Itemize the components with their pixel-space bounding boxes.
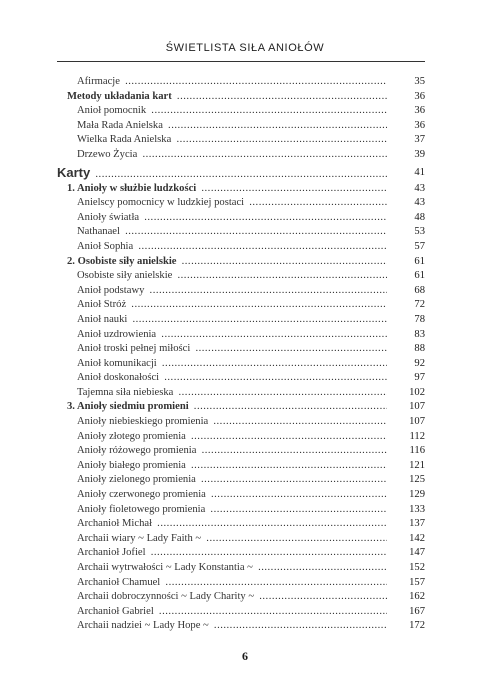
toc-leader-dots xyxy=(77,386,387,401)
toc-entry-title: Anielscy pomocnicy w ludzkiej postaci xyxy=(77,197,245,209)
toc-entry xyxy=(57,240,425,255)
toc-entry-title: Mała Rada Anielska xyxy=(77,119,163,131)
toc-entry xyxy=(57,532,425,547)
toc-leader-dots xyxy=(77,517,387,532)
toc-leader-dots xyxy=(77,430,387,445)
toc-entry-page: 78 xyxy=(414,313,425,325)
toc-leader-dots xyxy=(77,284,387,299)
running-header: ŚWIETLISTA SIŁA ANIOŁÓW xyxy=(165,42,325,54)
toc-entry-page: 102 xyxy=(409,386,425,398)
toc-entry-page: 43 xyxy=(414,197,425,209)
toc-entry-page: 39 xyxy=(414,148,425,160)
toc-entry-title: 1. Anioły w służbie ludzkości xyxy=(67,182,197,194)
toc-entry-title: Anioł Stróż xyxy=(77,299,127,311)
toc-entry-page: 35 xyxy=(414,76,425,87)
toc-entry-title: Osobiste siły anielskie xyxy=(77,270,173,282)
toc-entry-title: Archaii wiary ~ Lady Faith ~ xyxy=(77,532,202,544)
page-number: 6 xyxy=(242,649,248,663)
toc-entry xyxy=(57,371,425,386)
toc-entry-page: 152 xyxy=(409,562,425,573)
toc-entry-title: Anioł podstawy xyxy=(77,284,145,296)
toc-entry-page: 61 xyxy=(414,255,425,267)
toc-entry xyxy=(57,182,425,197)
toc-entry xyxy=(57,444,425,459)
toc-entry-page: 61 xyxy=(414,270,425,282)
toc-entry-title: Archanioł Gabriel xyxy=(77,605,154,617)
toc-leader-dots xyxy=(77,488,387,503)
toc-entry-title: Metody układania kart xyxy=(67,90,172,102)
toc-entry xyxy=(57,576,425,591)
toc-entry-title: Anioły różowego promienia xyxy=(77,445,197,457)
toc-entry-title: Tajemna siła niebieska xyxy=(77,386,174,398)
toc-leader-dots xyxy=(77,532,387,547)
toc-entry-page: 72 xyxy=(414,299,425,311)
toc-leader-dots xyxy=(77,240,387,255)
toc-entry-page: 57 xyxy=(414,240,425,252)
toc-entry xyxy=(57,328,425,343)
toc-leader-dots xyxy=(77,415,387,430)
toc-entry-title: Archaii nadziei ~ Lady Hope ~ xyxy=(77,620,209,632)
toc-leader-dots xyxy=(77,313,387,328)
toc-entry-title: Archaii dobroczynności ~ Lady Charity ~ xyxy=(77,591,255,603)
toc-entry-page: 129 xyxy=(409,489,425,501)
toc-entry-title: 3. Anioły siedmiu promieni xyxy=(67,401,189,413)
toc-entry xyxy=(57,133,425,148)
toc-entry-title: Anioł Sophia xyxy=(77,240,134,252)
toc-leader-dots xyxy=(77,75,387,90)
toc-entry xyxy=(57,148,425,163)
toc-leader-dots xyxy=(67,400,387,415)
toc-entry-page: 137 xyxy=(409,518,425,530)
toc-entry-title: Anioły niebieskiego promienia xyxy=(77,416,209,428)
toc-entry-title: Archanioł Chamuel xyxy=(77,576,161,588)
toc-leader-dots xyxy=(77,576,387,591)
toc-entry-page: 37 xyxy=(414,134,425,146)
toc-entry-page: 107 xyxy=(409,401,425,413)
toc-entry xyxy=(57,269,425,284)
toc-entry-page: 133 xyxy=(409,503,425,515)
toc-leader-dots xyxy=(77,473,387,488)
toc-entry-page: 172 xyxy=(409,620,425,632)
toc-entry xyxy=(57,255,425,270)
toc-leader-dots xyxy=(77,342,387,357)
toc-entry xyxy=(57,313,425,328)
toc-entry-page: 83 xyxy=(414,328,425,340)
toc-entry-title: Anioł komunikacji xyxy=(77,357,157,369)
toc-entry xyxy=(57,225,425,240)
toc-entry xyxy=(57,357,425,372)
toc-entry-page: 48 xyxy=(414,211,425,223)
toc-leader-dots xyxy=(77,269,387,284)
toc-entry xyxy=(57,546,425,561)
toc-entry-page: 36 xyxy=(414,105,425,117)
toc-leader-dots xyxy=(77,561,387,576)
toc-entry-page: 41 xyxy=(414,166,425,178)
toc-entry xyxy=(57,386,425,401)
toc-entry-page: 147 xyxy=(409,547,425,559)
toc-entry xyxy=(57,400,425,415)
toc-leader-dots xyxy=(77,357,387,372)
toc-leader-dots xyxy=(77,148,387,163)
toc-entry xyxy=(57,590,425,605)
toc-entry-page: 36 xyxy=(414,119,425,131)
toc-entry xyxy=(57,211,425,226)
toc-entry-page: 36 xyxy=(414,90,425,102)
toc-entry-page: 116 xyxy=(409,445,425,457)
table-of-contents xyxy=(57,75,425,634)
toc-entry-title: Anioły fioletowego promienia xyxy=(77,503,206,515)
toc-entry-title: Anioł pomocnik xyxy=(77,105,147,117)
toc-entry-page: 68 xyxy=(414,284,425,296)
toc-leader-dots xyxy=(77,211,387,226)
toc-entry-title: Anioły czerwonego promienia xyxy=(77,489,206,501)
toc-entry xyxy=(57,605,425,620)
toc-entry xyxy=(57,163,425,182)
toc-leader-dots xyxy=(57,163,387,184)
toc-leader-dots xyxy=(77,503,387,518)
toc-entry-page: 97 xyxy=(414,372,425,384)
toc-entry-title: Anioły białego promienia xyxy=(77,459,186,471)
toc-entry-page: 162 xyxy=(409,591,425,603)
toc-entry-title: Nathanael xyxy=(77,226,120,238)
toc-entry-title: Wielka Rada Anielska xyxy=(77,134,172,146)
toc-entry-page: 53 xyxy=(414,226,425,238)
toc-entry-title: Archanioł Michał xyxy=(77,518,153,530)
toc-entry xyxy=(57,488,425,503)
toc-entry-title: Anioły złotego promienia xyxy=(77,430,186,442)
toc-leader-dots xyxy=(67,255,387,270)
toc-leader-dots xyxy=(77,371,387,386)
toc-leader-dots xyxy=(77,298,387,313)
toc-entry xyxy=(57,561,425,576)
toc-entry xyxy=(57,90,425,105)
toc-leader-dots xyxy=(77,119,387,134)
toc-entry xyxy=(57,459,425,474)
toc-entry-title: Afirmacje xyxy=(77,76,120,87)
toc-entry-title: Anioł doskonałości xyxy=(77,372,160,384)
toc-entry-page: 92 xyxy=(414,357,425,369)
toc-leader-dots xyxy=(77,590,387,605)
toc-leader-dots xyxy=(77,444,387,459)
toc-entry-title: Karty xyxy=(57,164,91,180)
toc-leader-dots xyxy=(77,619,387,634)
toc-entry xyxy=(57,119,425,134)
toc-entry xyxy=(57,196,425,211)
toc-entry-title: Anioł troski pełnej miłości xyxy=(77,343,191,355)
toc-entry-title: Anioł nauki xyxy=(77,313,128,325)
toc-entry-page: 157 xyxy=(409,576,425,588)
toc-entry-title: 2. Osobiste siły anielskie xyxy=(67,255,177,267)
toc-leader-dots xyxy=(77,546,387,561)
toc-entry-page: 43 xyxy=(414,182,425,194)
toc-entry xyxy=(57,342,425,357)
toc-entry-page: 142 xyxy=(409,532,425,544)
toc-leader-dots xyxy=(77,196,387,211)
toc-entry xyxy=(57,75,425,90)
toc-leader-dots xyxy=(67,182,387,197)
header-rule xyxy=(57,61,425,62)
toc-entry xyxy=(57,415,425,430)
toc-entry-title: Archaii wytrwałości ~ Lady Konstantia ~ xyxy=(77,562,253,573)
toc-leader-dots xyxy=(77,104,387,119)
toc-entry xyxy=(57,503,425,518)
toc-entry-title: Anioł uzdrowienia xyxy=(77,328,157,340)
toc-entry-page: 112 xyxy=(409,430,425,442)
toc-leader-dots xyxy=(77,225,387,240)
toc-entry xyxy=(57,284,425,299)
toc-entry-page: 125 xyxy=(409,474,425,486)
toc-entry xyxy=(57,517,425,532)
toc-entry-title: Drzewo Życia xyxy=(77,148,138,160)
toc-entry-page: 88 xyxy=(414,343,425,355)
toc-leader-dots xyxy=(77,459,387,474)
toc-entry-page: 107 xyxy=(409,416,425,428)
toc-entry-title: Anioły zielonego promienia xyxy=(77,474,196,486)
toc-leader-dots xyxy=(67,90,387,105)
toc-entry xyxy=(57,619,425,634)
toc-entry xyxy=(57,298,425,313)
toc-entry-page: 167 xyxy=(409,605,425,617)
toc-leader-dots xyxy=(77,605,387,620)
toc-entry-title: Archanioł Jofiel xyxy=(77,547,146,559)
toc-leader-dots xyxy=(77,133,387,148)
toc-leader-dots xyxy=(77,328,387,343)
toc-entry xyxy=(57,473,425,488)
toc-entry xyxy=(57,430,425,445)
toc-entry-title: Anioły światła xyxy=(77,211,140,223)
toc-entry xyxy=(57,104,425,119)
toc-entry-page: 121 xyxy=(409,459,425,471)
